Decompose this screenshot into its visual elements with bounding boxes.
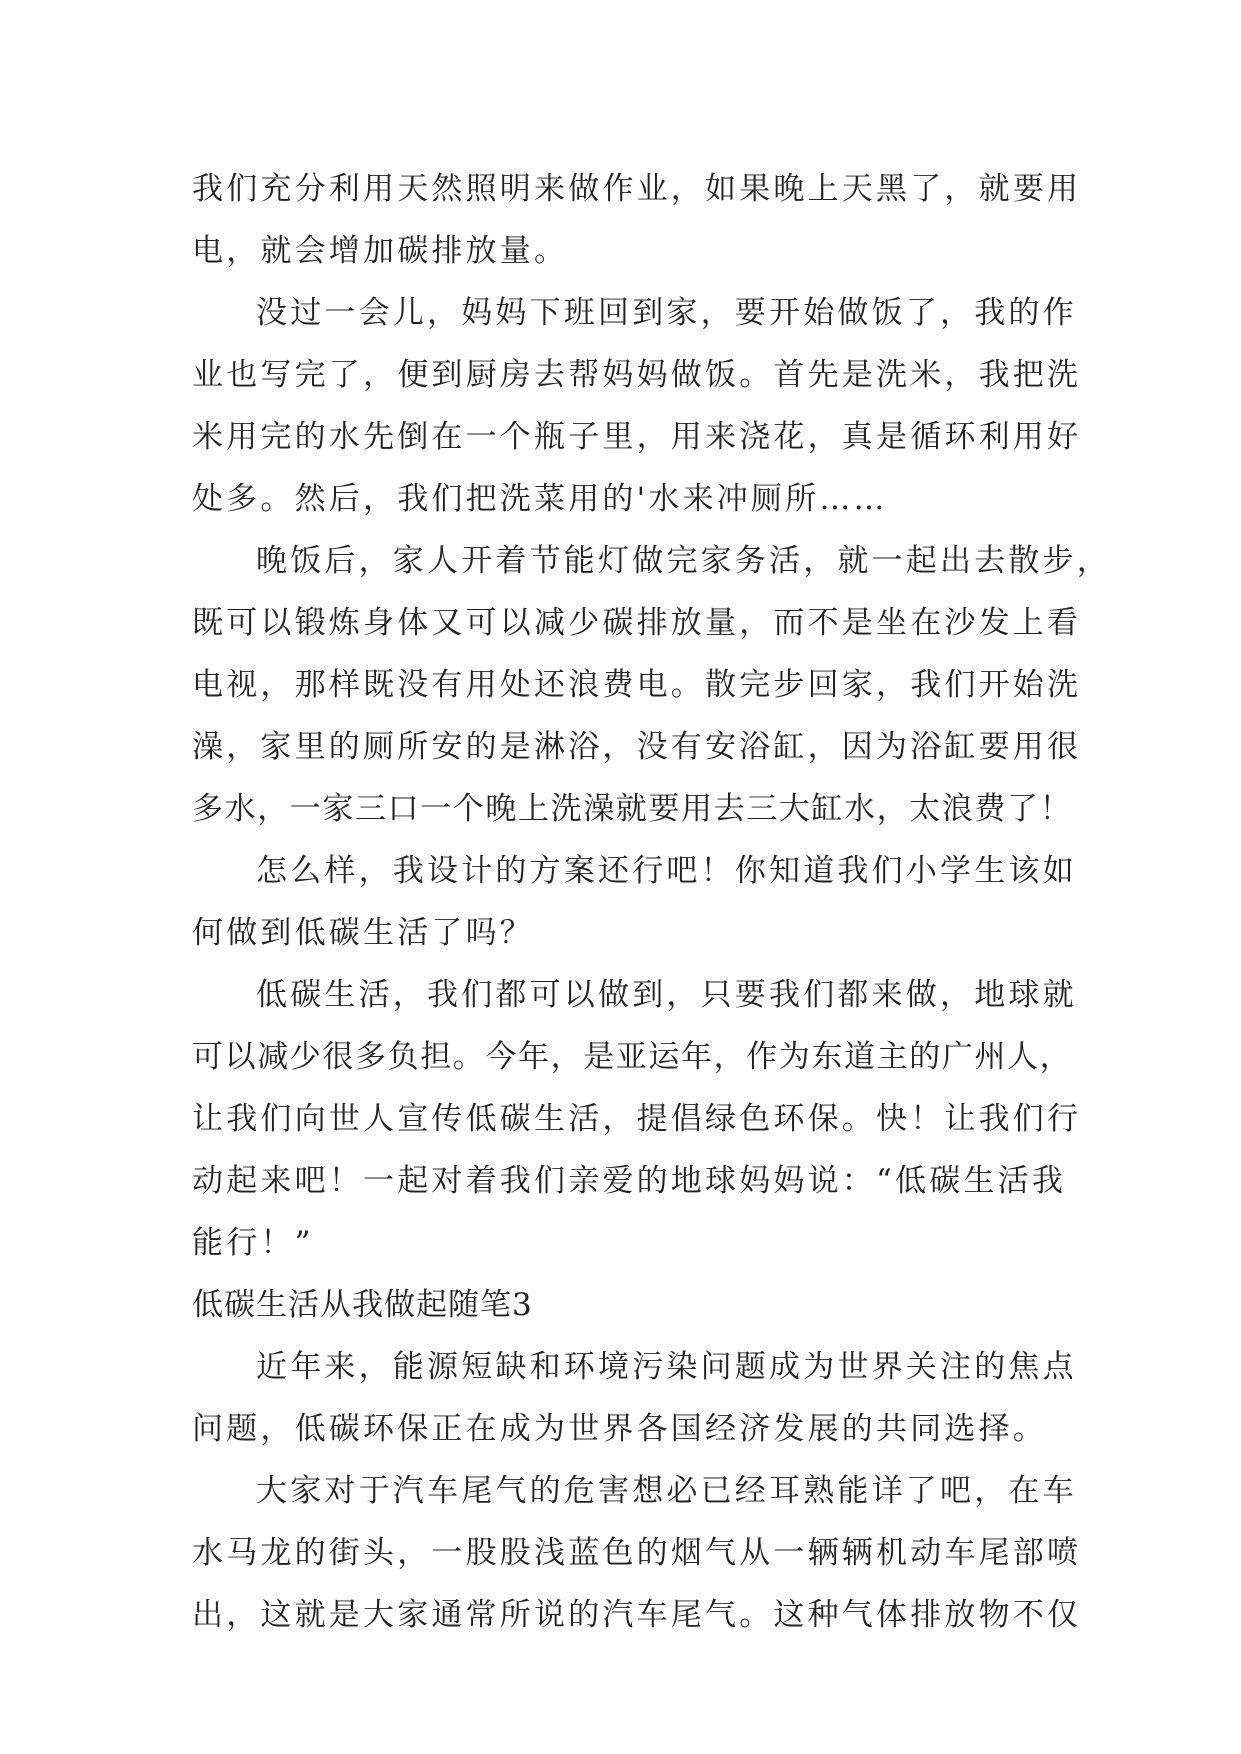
text-line: 电，就会增加碳排放量。 [192,233,569,269]
text-line: 米用完的水先倒在一个瓶子里，用来浇花，真是循环利用好 [192,419,1082,455]
text-line: 大家对于汽车尾气的危害想必已经耳熟能详了吧，在车 [256,1473,1077,1509]
text-line: 可以减少很多负担。今年，是亚运年，作为东道主的广州人， [192,1039,1073,1075]
text-line: 水马龙的街头，一股股浅蓝色的烟气从一辆辆机动车尾部喷 [192,1535,1082,1571]
text-line: 我们充分利用天然照明来做作业，如果晚上天黑了，就要用 [192,171,1082,207]
text-line: 出，这就是大家通常所说的汽车尾气。这种气体排放物不仅 [192,1597,1082,1633]
text-line: 既可以锻炼身体又可以减少碳排放量，而不是坐在沙发上看 [192,605,1082,641]
section-heading: 低碳生活从我做起随笔3 [192,1287,533,1323]
document-body [192,158,1111,1646]
text-line: 能行！” [192,1225,314,1261]
text-line: 动起来吧！一起对着我们亲爱的地球妈妈说：“低碳生活我 [192,1163,1067,1199]
text-line: 何做到低碳生活了吗？ [192,915,534,951]
text-line: 晚饭后，家人开着节能灯做完家务活，就一起出去散步， [256,543,1111,579]
text-line: 问题，低碳环保正在成为世界各国经济发展的共同选择。 [192,1411,1047,1447]
text-line: 让我们向世人宣传低碳生活，提倡绿色环保。快！让我们行 [192,1101,1082,1137]
text-line: 没过一会儿，妈妈下班回到家，要开始做饭了，我的作 [256,295,1077,331]
text-line: 怎么样，我设计的方案还行吧！你知道我们小学生该如 [256,853,1077,889]
text-line: 多水，一家三口一个晚上洗澡就要用去三大缸水，太浪费了！ [192,791,1073,827]
text-line: 近年来，能源短缺和环境污染问题成为世界关注的焦点 [256,1349,1077,1385]
text-line: 澡，家里的厕所安的是淋浴，没有安浴缸，因为浴缸要用很 [192,729,1082,765]
text-line: 电视，那样既没有用处还浪费电。散完步回家，我们开始洗 [192,667,1082,703]
text-line: 低碳生活，我们都可以做到，只要我们都来做，地球就 [256,977,1077,1013]
text-line: 处多。然后，我们把洗菜用的'水来冲厕所…… [192,481,888,517]
text-line: 业也写完了，便到厨房去帮妈妈做饭。首先是洗米，我把洗 [192,357,1082,393]
